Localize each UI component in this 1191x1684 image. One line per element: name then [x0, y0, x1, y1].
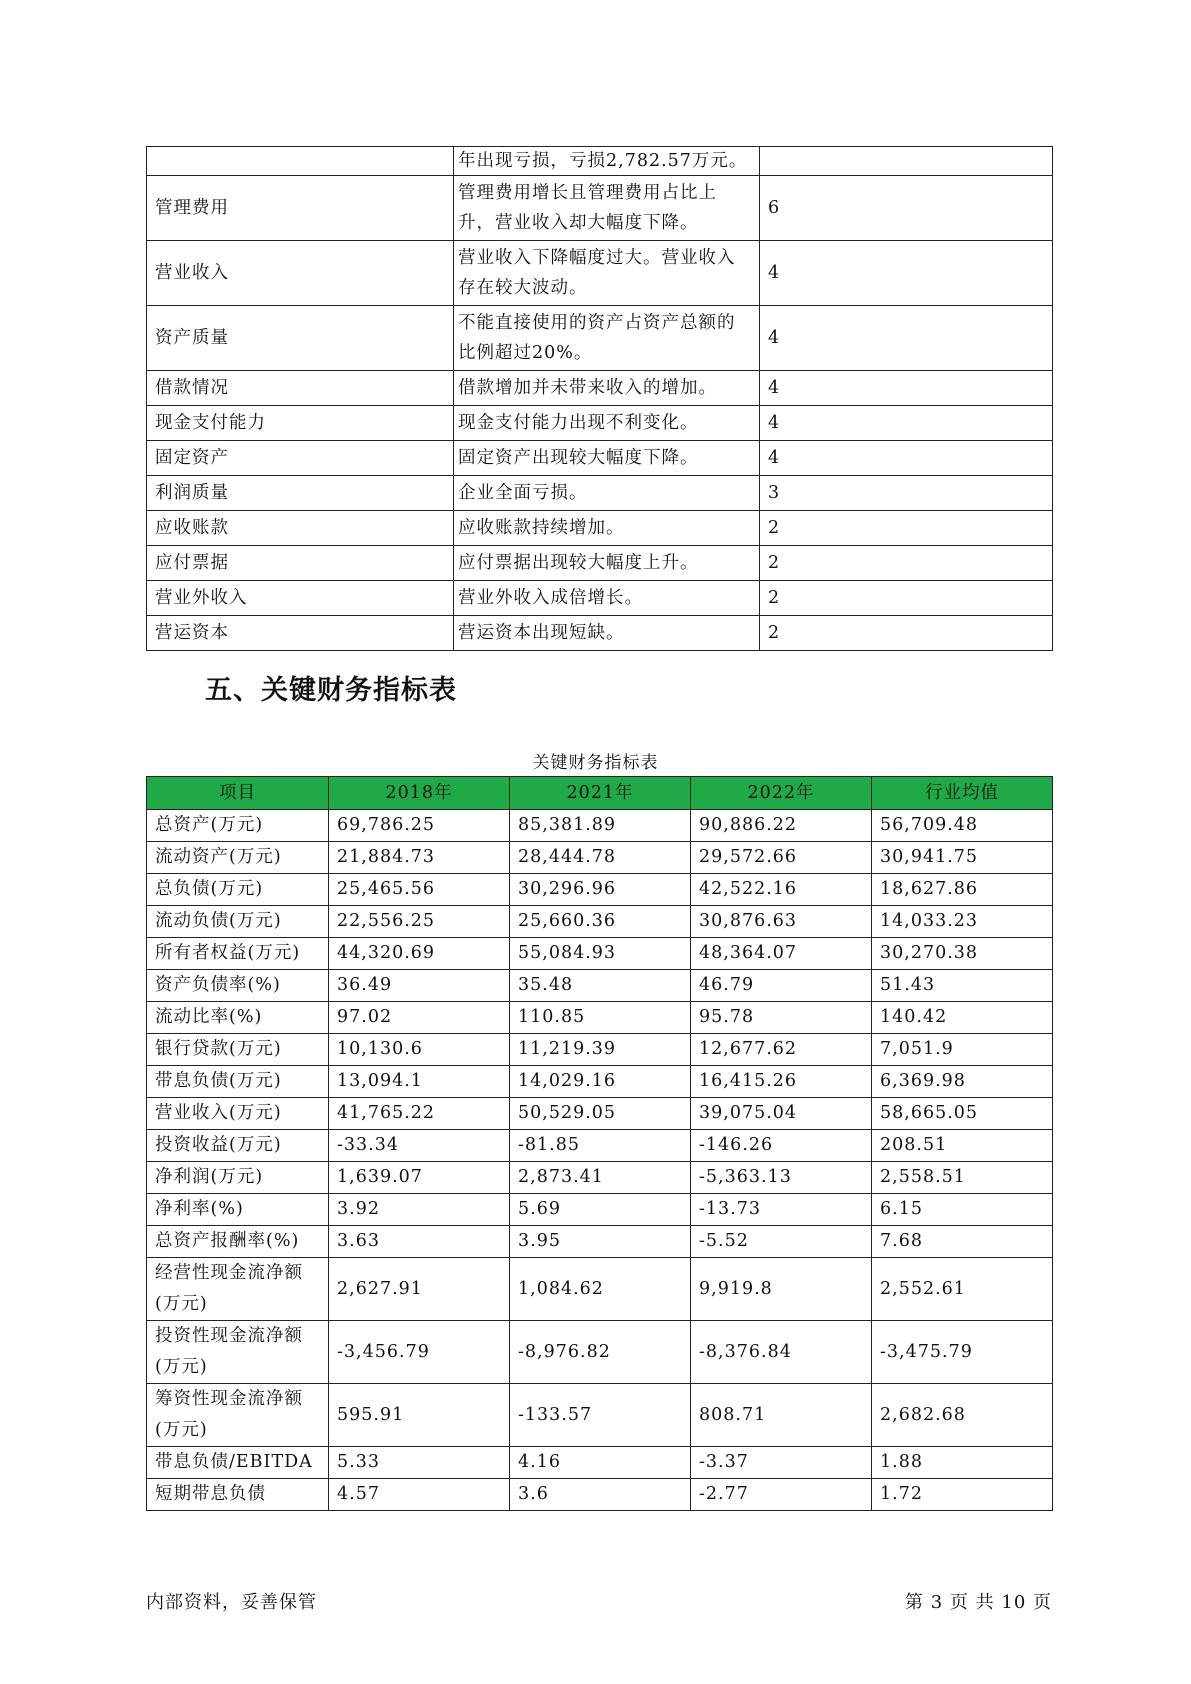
- value-2022: [691, 970, 872, 1002]
- value-2022-text: -8,376.84: [699, 1341, 792, 1362]
- value-industry-avg-text: 2,682.68: [880, 1404, 966, 1425]
- risk-description: [454, 147, 760, 176]
- value-2021: [510, 1002, 691, 1034]
- value-2022-text: -13.73: [699, 1199, 762, 1219]
- risk-description-text: 借款增加并未带来收入的增加。: [458, 378, 717, 398]
- key-financial-indicator-table: [146, 776, 1053, 1511]
- risk-item: 资产质量: [147, 306, 454, 371]
- indicator-name: [147, 1098, 329, 1130]
- value-industry-avg-text: 2,558.51: [880, 1167, 966, 1187]
- table-row: [147, 1098, 1053, 1130]
- value-2018-text: 69,786.25: [337, 815, 436, 835]
- value-industry-avg: [872, 874, 1053, 906]
- value-2018-text: 4.57: [337, 1484, 380, 1504]
- indicator-name: [147, 1479, 329, 1511]
- value-2022: [691, 1098, 872, 1130]
- risk-item: 借款情况: [147, 371, 454, 406]
- value-2021-text: 1,084.62: [518, 1278, 604, 1299]
- risk-score: 3: [760, 476, 1053, 511]
- risk-item: 营业外收入: [147, 581, 454, 616]
- risk-score: 4: [760, 371, 1053, 406]
- header-cell-2018: 2018年: [329, 777, 510, 810]
- risk-item: 应收账款: [147, 511, 454, 546]
- value-industry-avg: [872, 1258, 1053, 1321]
- page-number: 第 3 页 共 10 页: [905, 1592, 1052, 1613]
- value-2022: [691, 1130, 872, 1162]
- value-2018: [329, 1479, 510, 1511]
- value-2021-text: 85,381.89: [518, 815, 617, 835]
- value-industry-avg-text: 30,941.75: [880, 847, 979, 867]
- value-industry-avg-text: 30,270.38: [880, 943, 979, 963]
- table-header-row: [147, 777, 1053, 810]
- value-2018: [329, 842, 510, 874]
- value-industry-avg: [872, 1002, 1053, 1034]
- indicator-name-text: 营业收入(万元): [155, 1103, 282, 1123]
- header-cell-2022: 2022年: [691, 777, 872, 810]
- value-2022-text: 39,075.04: [699, 1103, 798, 1123]
- table-caption: 关键财务指标表: [532, 753, 659, 773]
- table-row: [147, 874, 1053, 906]
- value-industry-avg-text: 1.88: [880, 1452, 923, 1472]
- header-cell-2021: 2021年: [510, 777, 691, 810]
- indicator-name: [147, 842, 329, 874]
- indicator-name: [147, 1130, 329, 1162]
- table-row: [147, 1002, 1053, 1034]
- value-2018: [329, 1194, 510, 1226]
- indicator-name: [147, 970, 329, 1002]
- value-2021: [510, 970, 691, 1002]
- table-row: [147, 810, 1053, 842]
- indicator-name: [147, 1162, 329, 1194]
- value-industry-avg-text: 51.43: [880, 975, 936, 995]
- value-industry-avg: [872, 970, 1053, 1002]
- risk-score: 4: [760, 406, 1053, 441]
- risk-description: [454, 581, 760, 616]
- value-2021: [510, 1162, 691, 1194]
- value-2022: [691, 1066, 872, 1098]
- value-2022: [691, 1226, 872, 1258]
- indicator-name: [147, 1384, 329, 1447]
- value-2018-text: 44,320.69: [337, 943, 436, 963]
- value-2022-text: 16,415.26: [699, 1071, 798, 1091]
- value-2021-text: 50,529.05: [518, 1103, 617, 1123]
- table-row: [147, 147, 1053, 176]
- value-2022-text: 808.71: [699, 1404, 767, 1425]
- risk-description: [454, 176, 760, 241]
- risk-score: [760, 147, 1053, 176]
- indicator-name: [147, 1194, 329, 1226]
- value-2021-text: 5.69: [518, 1199, 561, 1219]
- value-2018-text: 22,556.25: [337, 911, 436, 931]
- value-2021: [510, 906, 691, 938]
- risk-description: [454, 241, 760, 306]
- risk-item: 利润质量: [147, 476, 454, 511]
- value-2021-text: 110.85: [518, 1007, 586, 1027]
- indicator-name-text: 流动负债(万元): [155, 911, 282, 931]
- table-row: [147, 306, 1053, 371]
- risk-item: 应付票据: [147, 546, 454, 581]
- value-2021-text: 11,219.39: [518, 1039, 617, 1059]
- value-industry-avg-text: 1.72: [880, 1484, 923, 1504]
- value-2018-text: 3.92: [337, 1199, 380, 1219]
- indicator-name-text: 资产负债率(%): [155, 975, 281, 995]
- indicator-name-text: 短期带息负债: [155, 1484, 266, 1504]
- risk-description-text: 应付票据出现较大幅度上升。: [458, 553, 699, 573]
- value-industry-avg-text: 56,709.48: [880, 815, 979, 835]
- risk-description-text: 不能直接使用的资产占资产总额的比例超过20%。: [458, 313, 736, 363]
- value-2021-text: 4.16: [518, 1452, 561, 1472]
- value-industry-avg: [872, 1321, 1053, 1384]
- value-2018: [329, 1034, 510, 1066]
- table-row: [147, 842, 1053, 874]
- table-row: [147, 1447, 1053, 1479]
- value-2018: [329, 1321, 510, 1384]
- value-2021-text: 55,084.93: [518, 943, 617, 963]
- value-2021: [510, 842, 691, 874]
- value-2018: [329, 938, 510, 970]
- value-2018-text: 13,094.1: [337, 1071, 423, 1091]
- value-industry-avg: [872, 810, 1053, 842]
- value-industry-avg-text: -3,475.79: [880, 1341, 973, 1362]
- value-2021-text: 25,660.36: [518, 911, 617, 931]
- value-2022-text: 9,919.8: [699, 1278, 773, 1299]
- value-2021-text: 3.95: [518, 1231, 561, 1251]
- value-2018-text: 25,465.56: [337, 879, 436, 899]
- value-industry-avg-text: 6.15: [880, 1199, 923, 1219]
- value-2018-text: 36.49: [337, 975, 393, 995]
- indicator-name-text: 投资收益(万元): [155, 1135, 282, 1155]
- value-industry-avg-text: 140.42: [880, 1007, 948, 1027]
- indicator-name-text: 总负债(万元): [155, 879, 264, 899]
- indicator-name: [147, 1066, 329, 1098]
- risk-description-text: 应收账款持续增加。: [458, 518, 625, 538]
- value-2018-text: 2,627.91: [337, 1278, 423, 1299]
- value-2022-text: -5.52: [699, 1231, 749, 1251]
- value-2018: [329, 810, 510, 842]
- value-industry-avg: [872, 1130, 1053, 1162]
- risk-description: [454, 371, 760, 406]
- risk-item: 固定资产: [147, 441, 454, 476]
- value-2022-text: -146.26: [699, 1135, 774, 1155]
- table-row: [147, 1384, 1053, 1447]
- value-industry-avg-text: 7,051.9: [880, 1039, 954, 1059]
- section-heading: 五、关键财务指标表: [205, 675, 457, 706]
- value-2022-text: 12,677.62: [699, 1039, 798, 1059]
- risk-description-text: 企业全面亏损。: [458, 483, 588, 503]
- indicator-name-text: 经营性现金流净额(万元): [155, 1263, 303, 1314]
- value-2018: [329, 1258, 510, 1321]
- value-2021-text: -133.57: [518, 1404, 593, 1425]
- value-industry-avg: [872, 842, 1053, 874]
- table-row: [147, 441, 1053, 476]
- indicator-name-text: 总资产报酬率(%): [155, 1231, 300, 1251]
- indicator-name: [147, 906, 329, 938]
- indicator-name: [147, 1258, 329, 1321]
- value-2018-text: 97.02: [337, 1007, 393, 1027]
- value-2018-text: -33.34: [337, 1135, 400, 1155]
- value-2021-text: -8,976.82: [518, 1341, 611, 1362]
- value-2021: [510, 1479, 691, 1511]
- value-industry-avg: [872, 1479, 1053, 1511]
- value-2022-text: -5,363.13: [699, 1167, 792, 1187]
- value-industry-avg: [872, 1098, 1053, 1130]
- value-2021: [510, 1447, 691, 1479]
- value-2022-text: 29,572.66: [699, 847, 798, 867]
- table-row: [147, 1162, 1053, 1194]
- table-row: [147, 1066, 1053, 1098]
- value-industry-avg: [872, 1226, 1053, 1258]
- value-2022: [691, 810, 872, 842]
- risk-description: [454, 616, 760, 651]
- value-2018: [329, 1130, 510, 1162]
- table-row: [147, 1321, 1053, 1384]
- table-row: [147, 1130, 1053, 1162]
- table-row: [147, 176, 1053, 241]
- value-2018-text: 3.63: [337, 1231, 380, 1251]
- risk-description-text: 固定资产出现较大幅度下降。: [458, 448, 699, 468]
- risk-description: [454, 511, 760, 546]
- value-2021-text: 28,444.78: [518, 847, 617, 867]
- value-2022: [691, 1321, 872, 1384]
- risk-item: 营业收入: [147, 241, 454, 306]
- value-industry-avg-text: 18,627.86: [880, 879, 979, 899]
- value-2022: [691, 1479, 872, 1511]
- indicator-name-text: 所有者权益(万元): [155, 943, 301, 963]
- value-2021: [510, 1098, 691, 1130]
- value-2021: [510, 1384, 691, 1447]
- risk-score: 2: [760, 511, 1053, 546]
- table-row: [147, 1034, 1053, 1066]
- table-row: [147, 546, 1053, 581]
- table-row: [147, 581, 1053, 616]
- risk-description: [454, 546, 760, 581]
- value-2018: [329, 1226, 510, 1258]
- value-2018-text: 595.91: [337, 1404, 405, 1425]
- value-2018: [329, 906, 510, 938]
- risk-item: [147, 147, 454, 176]
- value-2022-text: 95.78: [699, 1007, 755, 1027]
- value-2022-text: 48,364.07: [699, 943, 798, 963]
- value-2022: [691, 842, 872, 874]
- table-row: [147, 511, 1053, 546]
- value-2022-text: -3.37: [699, 1452, 749, 1472]
- indicator-name: [147, 1002, 329, 1034]
- value-2021-text: -81.85: [518, 1135, 581, 1155]
- value-2021: [510, 810, 691, 842]
- table-row: [147, 906, 1053, 938]
- indicator-name-text: 带息负债(万元): [155, 1071, 282, 1091]
- value-2021-text: 14,029.16: [518, 1071, 617, 1091]
- indicator-name: [147, 938, 329, 970]
- value-2022-text: 90,886.22: [699, 815, 798, 835]
- value-2018: [329, 970, 510, 1002]
- value-2018-text: 41,765.22: [337, 1103, 436, 1123]
- risk-description-text: 现金支付能力出现不利变化。: [458, 413, 699, 433]
- value-2021: [510, 1226, 691, 1258]
- value-2022-text: 46.79: [699, 975, 755, 995]
- value-2022: [691, 874, 872, 906]
- value-2021: [510, 1321, 691, 1384]
- value-2022: [691, 1447, 872, 1479]
- value-2022-text: 42,522.16: [699, 879, 798, 899]
- value-2018: [329, 1066, 510, 1098]
- value-2021-text: 3.6: [518, 1484, 549, 1504]
- value-2022: [691, 1194, 872, 1226]
- value-2018: [329, 1098, 510, 1130]
- header-cell-item: 项目: [147, 777, 329, 810]
- value-2018: [329, 1447, 510, 1479]
- value-2021-text: 30,296.96: [518, 879, 617, 899]
- indicator-name: [147, 1321, 329, 1384]
- value-industry-avg: [872, 1447, 1053, 1479]
- value-2022: [691, 1002, 872, 1034]
- value-2021: [510, 1034, 691, 1066]
- value-2018-text: 1,639.07: [337, 1167, 423, 1187]
- risk-item: 营运资本: [147, 616, 454, 651]
- value-2022-text: -2.77: [699, 1484, 749, 1504]
- value-2018: [329, 1162, 510, 1194]
- value-industry-avg-text: 7.68: [880, 1231, 923, 1251]
- risk-score: 4: [760, 306, 1053, 371]
- indicator-name-text: 流动比率(%): [155, 1007, 263, 1027]
- value-2018-text: 5.33: [337, 1452, 380, 1472]
- value-2018-text: 21,884.73: [337, 847, 436, 867]
- value-industry-avg-text: 6,369.98: [880, 1071, 966, 1091]
- indicator-name-text: 投资性现金流净额(万元): [155, 1326, 303, 1377]
- table-row: [147, 616, 1053, 651]
- value-2021: [510, 1130, 691, 1162]
- risk-description: [454, 441, 760, 476]
- table-row: [147, 938, 1053, 970]
- value-industry-avg-text: 14,033.23: [880, 911, 979, 931]
- value-2022: [691, 906, 872, 938]
- table-row: [147, 241, 1053, 306]
- value-industry-avg: [872, 1194, 1053, 1226]
- table-row: [147, 1194, 1053, 1226]
- indicator-name-text: 带息负债/EBITDA: [155, 1452, 313, 1472]
- risk-score: 6: [760, 176, 1053, 241]
- value-2018-text: 10,130.6: [337, 1039, 423, 1059]
- risk-score: 2: [760, 581, 1053, 616]
- value-2021: [510, 1066, 691, 1098]
- value-2018: [329, 874, 510, 906]
- indicator-name-text: 净利率(%): [155, 1199, 244, 1219]
- risk-score: 2: [760, 616, 1053, 651]
- value-2022: [691, 1162, 872, 1194]
- risk-score: 2: [760, 546, 1053, 581]
- indicator-name-text: 银行贷款(万元): [155, 1039, 282, 1059]
- value-2022-text: 30,876.63: [699, 911, 798, 931]
- table-row: [147, 970, 1053, 1002]
- value-industry-avg: [872, 1384, 1053, 1447]
- risk-description-text: 营业外收入成倍增长。: [458, 588, 643, 608]
- table-row: [147, 406, 1053, 441]
- value-2018-text: -3,456.79: [337, 1341, 430, 1362]
- value-industry-avg: [872, 1066, 1053, 1098]
- value-2021: [510, 1194, 691, 1226]
- indicator-name-text: 流动资产(万元): [155, 847, 282, 867]
- value-2022: [691, 938, 872, 970]
- risk-score: 4: [760, 441, 1053, 476]
- header-cell-industry-avg: 行业均值: [872, 777, 1053, 810]
- value-2021: [510, 1258, 691, 1321]
- risk-description-text: 年出现亏损，亏损2,782.57万元。: [458, 151, 748, 171]
- risk-item: 管理费用: [147, 176, 454, 241]
- table-row: [147, 1479, 1053, 1511]
- value-2021-text: 2,873.41: [518, 1167, 604, 1187]
- value-2018: [329, 1384, 510, 1447]
- table-row: [147, 371, 1053, 406]
- risk-item: 现金支付能力: [147, 406, 454, 441]
- value-industry-avg-text: 58,665.05: [880, 1103, 979, 1123]
- value-2021-text: 35.48: [518, 975, 574, 995]
- risk-description-text: 营运资本出现短缺。: [458, 623, 625, 643]
- indicator-name: [147, 810, 329, 842]
- indicator-name: [147, 1226, 329, 1258]
- indicator-name-text: 净利润(万元): [155, 1167, 264, 1187]
- value-2021: [510, 874, 691, 906]
- risk-description: [454, 306, 760, 371]
- table-row: [147, 1226, 1053, 1258]
- risk-description-text: 管理费用增长且管理费用占比上升，营业收入却大幅度下降。: [458, 183, 717, 233]
- value-2022: [691, 1034, 872, 1066]
- indicator-name: [147, 1447, 329, 1479]
- indicator-name-text: 总资产(万元): [155, 815, 264, 835]
- risk-indicator-table: [146, 146, 1053, 651]
- table-row: [147, 476, 1053, 511]
- value-industry-avg: [872, 906, 1053, 938]
- value-2022: [691, 1258, 872, 1321]
- value-2021: [510, 938, 691, 970]
- indicator-name: [147, 1034, 329, 1066]
- indicator-name-text: 筹资性现金流净额(万元): [155, 1389, 303, 1440]
- value-industry-avg: [872, 938, 1053, 970]
- indicator-name: [147, 874, 329, 906]
- risk-score: 4: [760, 241, 1053, 306]
- value-industry-avg: [872, 1162, 1053, 1194]
- value-industry-avg: [872, 1034, 1053, 1066]
- value-2018: [329, 1002, 510, 1034]
- value-industry-avg-text: 208.51: [880, 1135, 948, 1155]
- table-row: [147, 1258, 1053, 1321]
- risk-description: [454, 476, 760, 511]
- value-2022: [691, 1384, 872, 1447]
- confidential-note: 内部资料，妥善保管: [146, 1592, 317, 1613]
- value-industry-avg-text: 2,552.61: [880, 1278, 966, 1299]
- risk-description: [454, 406, 760, 441]
- risk-description-text: 营业收入下降幅度过大。营业收入存在较大波动。: [458, 248, 736, 298]
